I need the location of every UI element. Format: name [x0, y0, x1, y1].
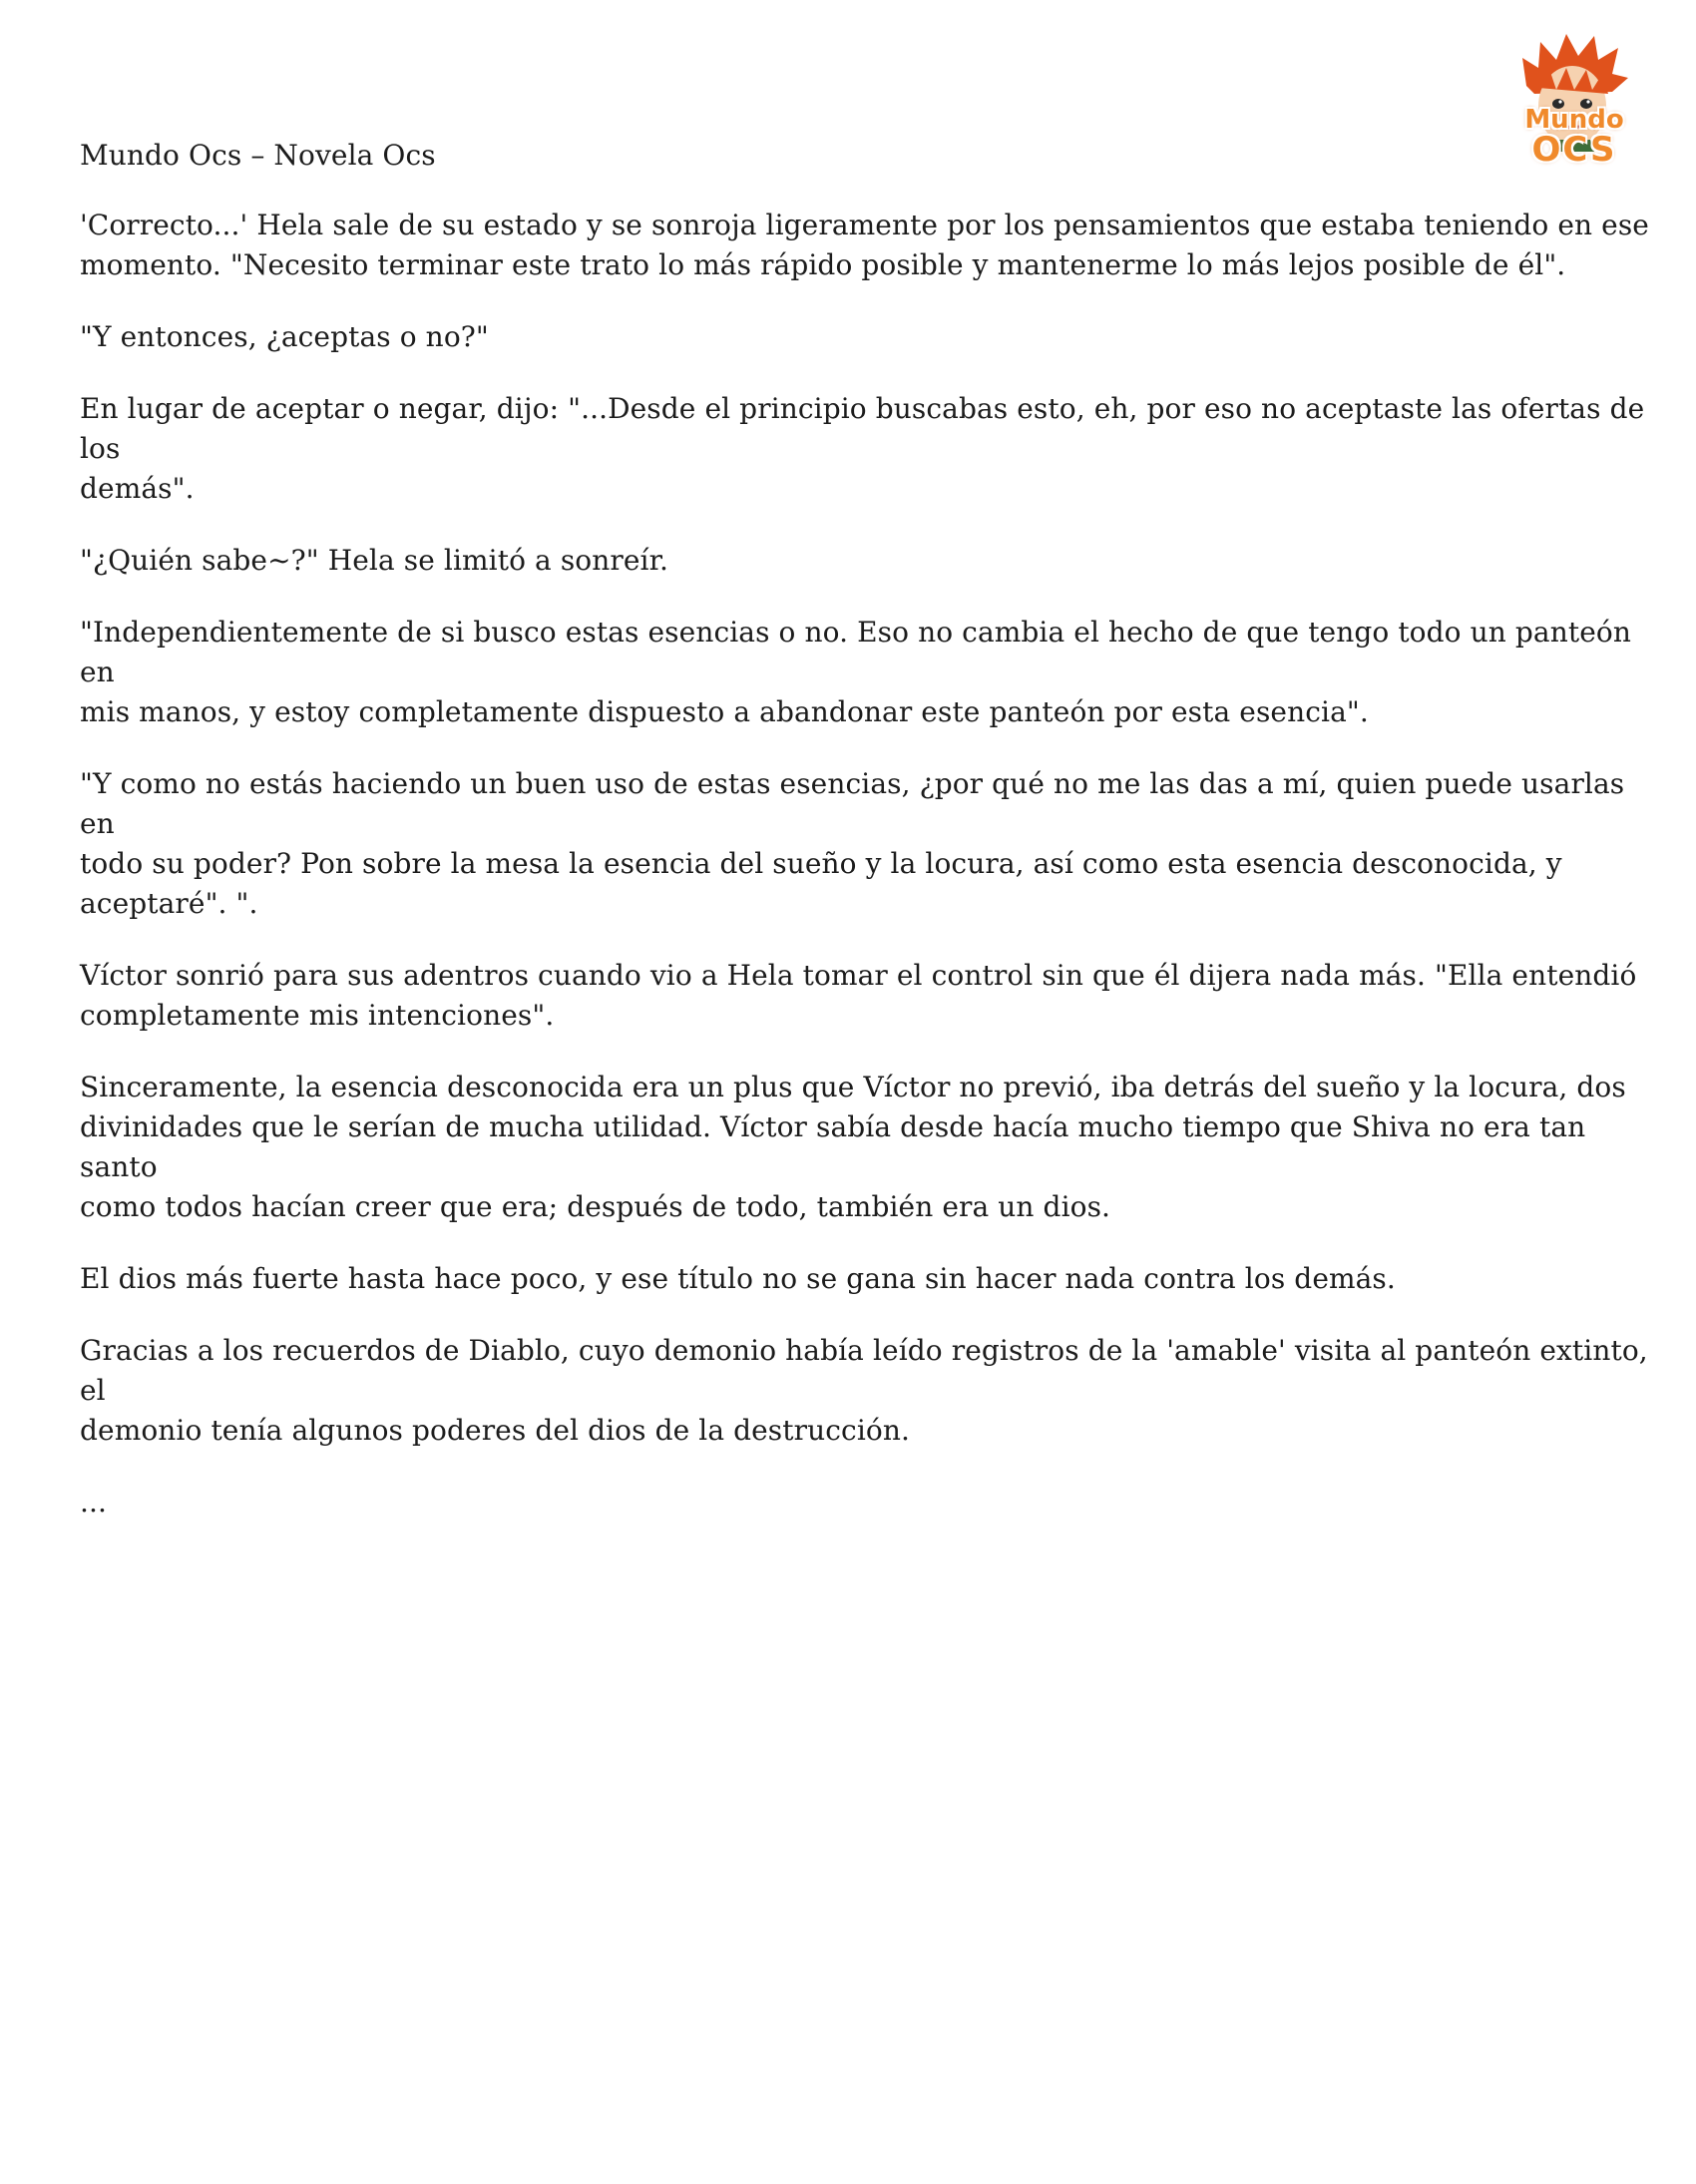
- paragraph: Gracias a los recuerdos de Diablo, cuyo demonio había leído registros de la 'amable' visita al panteón extinto, el demonio tenía algunos poderes del dios de la destrucción.: [80, 1334, 1648, 1447]
- paragraph: "¿Quién sabe~?" Hela se limitó a sonreír.: [80, 544, 669, 577]
- logo-text-top: Mundo: [1524, 105, 1624, 135]
- paragraph: 'Correcto...' Hela sale de su estado y se sonroja ligeramente por los pensamientos que estaba teniendo en ese momento. "Necesito terminar este trato lo más rápido posible y mantenerme lo más lejos posible de él".: [80, 209, 1649, 281]
- paragraph: "Y como no estás haciendo un buen uso de estas esencias, ¿por qué no me las das a mí, quien puede usarlas en todo su poder? Pon sobre la mesa la esencia del sueño y la locura, así como esta esencia desconocida, y aceptaré". ".: [80, 767, 1625, 920]
- novel-body: [80, 206, 1656, 1554]
- paragraph: "Independientemente de si busco estas esencias o no. Eso no cambia el hecho de que tengo todo un panteón en mis manos, y estoy completamente dispuesto a abandonar este panteón por esta esencia".: [80, 616, 1631, 728]
- mundo-ocs-logo-icon: [1504, 28, 1644, 174]
- paragraph: "Y entonces, ¿aceptas o no?": [80, 320, 489, 353]
- paragraph: En lugar de aceptar o negar, dijo: "...Desde el principio buscabas esto, eh, por eso no aceptaste las ofertas de los demás".: [80, 392, 1645, 505]
- paragraph: El dios más fuerte hasta hace poco, y ese título no se gana sin hacer nada contra los demás.: [80, 1262, 1396, 1295]
- paragraph: Víctor sonrió para sus adentros cuando vio a Hela tomar el control sin que él dijera nada más. "Ella entendió completamente mis intenciones".: [80, 959, 1637, 1032]
- paragraph: Sinceramente, la esencia desconocida era un plus que Víctor no previó, iba detrás del sueño y la locura, dos divinidades que le serían de mucha utilidad. Víctor sabía desde hacía mucho tiempo que Shiva no era tan santo como todos hacían creer que era; después de todo, también era un dios.: [80, 1071, 1626, 1223]
- paragraph-ellipsis: ...: [80, 1486, 108, 1519]
- logo-text-bottom: OCS: [1531, 130, 1617, 170]
- page-header-title: Mundo Ocs – Novela Ocs: [80, 139, 436, 172]
